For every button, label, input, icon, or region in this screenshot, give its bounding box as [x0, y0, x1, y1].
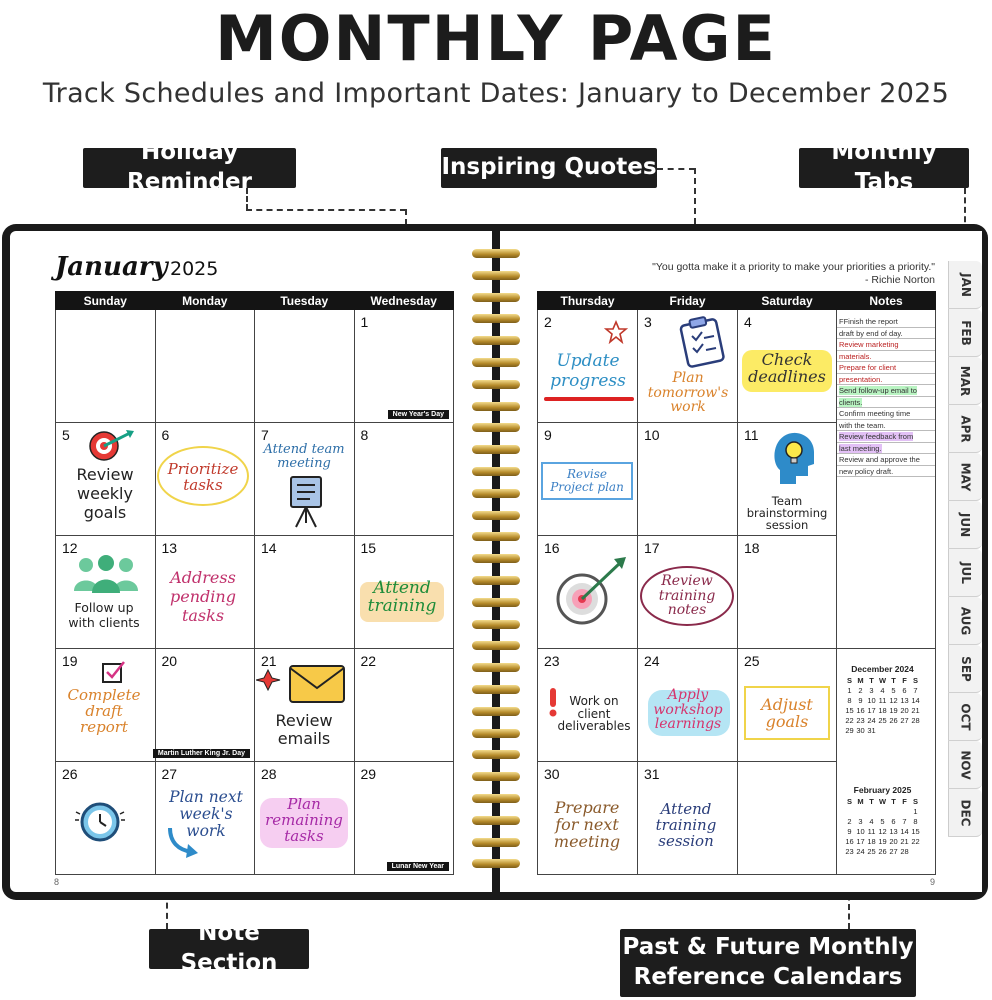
reference-callout-line2: Reference Calendars — [633, 964, 903, 990]
tab-apr[interactable]: APR — [948, 405, 982, 453]
binding-coil — [472, 554, 520, 563]
mini-calendar-title: December 2024 — [851, 664, 914, 674]
leader-holiday-v1 — [246, 188, 248, 210]
day-number: 6 — [161, 427, 170, 443]
note-review-weekly-goals: Review weekly goals — [76, 465, 134, 523]
mini-day: 16 — [856, 705, 865, 715]
day-cell-8[interactable] — [354, 423, 454, 536]
note-update-progress: Update progress — [550, 351, 626, 391]
mini-day: 9 — [858, 695, 863, 705]
mini-day: 3 — [858, 816, 863, 826]
headline: MONTHLY PAGE — [215, 2, 777, 75]
mini-dow: F — [902, 797, 907, 806]
day-cell-empty[interactable] — [56, 310, 156, 423]
binding-coil — [472, 663, 520, 672]
dow-saturday: Saturday — [738, 292, 837, 310]
envelope-icon — [256, 662, 348, 708]
mini-day: 24 — [856, 846, 865, 856]
note-plan-remaining-tasks: Plan remaining tasks — [265, 795, 343, 845]
mini-day: 11 — [867, 826, 876, 836]
note-review-training-notes: Review training notes — [658, 573, 716, 619]
day-number: 13 — [161, 540, 178, 556]
binding-coil — [472, 467, 520, 476]
note-review-emails: Review emails — [275, 711, 333, 749]
mini-calendar-december — [844, 664, 921, 735]
day-number: 2 — [544, 314, 552, 330]
day-cell-empty[interactable] — [738, 762, 837, 875]
mini-day: 13 — [900, 695, 909, 705]
inspiring-quote — [540, 261, 935, 287]
mini-day: 5 — [891, 685, 896, 695]
mini-day: 16 — [845, 836, 854, 846]
tab-dec[interactable]: DEC — [948, 789, 982, 837]
day-cell-empty[interactable] — [255, 310, 355, 423]
mini-day: 14 — [900, 826, 909, 836]
mini-day: 20 — [889, 836, 898, 846]
day-number: 4 — [744, 314, 752, 330]
binding-coil — [472, 620, 520, 629]
note-attend-training-session: Attend training session — [655, 800, 717, 850]
notes-line: clients. — [837, 397, 935, 409]
mini-dow: M — [857, 797, 864, 806]
mini-day: 31 — [867, 725, 876, 735]
binding-coil — [472, 402, 520, 411]
binding-coil — [472, 707, 520, 716]
mini-dow: T — [869, 676, 874, 685]
binding-coil — [472, 489, 520, 498]
mini-dow: S — [912, 797, 918, 806]
mini-dow: F — [902, 676, 907, 685]
day-number: 17 — [644, 540, 660, 556]
note-apply-workshop: Apply workshop learnings — [653, 687, 723, 733]
binding-coil — [472, 445, 520, 454]
mini-day: 27 — [900, 715, 909, 725]
day-number: 25 — [744, 653, 760, 669]
mini-day: 8 — [847, 695, 852, 705]
mini-day: 26 — [889, 715, 898, 725]
page-number-right: 9 — [930, 877, 936, 887]
mini-day: 12 — [889, 695, 898, 705]
month-year: 2025 — [170, 258, 219, 280]
mini-day — [877, 725, 888, 735]
mini-calendar-title: February 2025 — [853, 785, 912, 795]
mini-dow: T — [891, 676, 896, 685]
underline-red — [544, 397, 634, 401]
dow-monday: Monday — [155, 292, 255, 310]
tab-aug[interactable]: AUG — [948, 597, 982, 645]
day-number: 15 — [360, 540, 377, 556]
binding-coil — [472, 532, 520, 541]
day-number: 26 — [62, 766, 78, 782]
people-group-icon — [70, 553, 142, 595]
mini-day: 9 — [847, 826, 852, 836]
mini-day: 3 — [869, 685, 874, 695]
reference-callout-line1: Past & Future Monthly — [622, 934, 914, 961]
mini-day: 22 — [911, 836, 920, 846]
day-cell-29[interactable] — [354, 762, 454, 875]
mini-calendar-grid — [844, 797, 921, 856]
holiday-label: New Year's Day — [388, 410, 449, 419]
mini-day — [910, 725, 921, 735]
mini-day: 26 — [878, 846, 887, 856]
tab-jun[interactable]: JUN — [948, 501, 982, 549]
mini-day — [888, 725, 899, 735]
dow-thursday: Thursday — [538, 292, 638, 310]
notes-line: new policy draft. — [837, 466, 935, 478]
day-cell-1[interactable] — [354, 310, 454, 423]
mini-day — [888, 806, 899, 816]
tab-jul[interactable]: JUL — [948, 549, 982, 597]
day-number: 20 — [161, 653, 178, 669]
mini-day: 10 — [867, 695, 876, 705]
notes-line: Review and approve the — [837, 454, 935, 466]
day-number: 12 — [62, 540, 78, 556]
dow-friday: Friday — [638, 292, 738, 310]
notes-line: presentation. — [837, 374, 935, 386]
binding-coil — [472, 380, 520, 389]
mini-dow: S — [912, 676, 918, 685]
notes-line: Confirm meeting time — [837, 408, 935, 420]
mini-day: 12 — [878, 826, 887, 836]
binding-coil — [472, 576, 520, 585]
binding-coil — [472, 859, 520, 868]
note-revise-project-plan: Revise Project plan — [550, 467, 624, 494]
day-cell-18[interactable] — [738, 536, 837, 649]
dow-tuesday: Tuesday — [255, 292, 355, 310]
mini-day: 20 — [900, 705, 909, 715]
dow-wednesday: Wednesday — [354, 292, 454, 310]
mini-day: 19 — [878, 836, 887, 846]
day-number: 22 — [360, 653, 377, 669]
notes-line: with the team. — [837, 420, 935, 432]
mini-day: 29 — [845, 725, 854, 735]
mini-calendar-february — [844, 785, 921, 856]
day-number: 10 — [644, 427, 660, 443]
mini-day: 23 — [845, 846, 854, 856]
checkbox-icon — [100, 658, 126, 684]
mini-day: 8 — [913, 816, 918, 826]
binding-coil — [472, 838, 520, 847]
mini-day: 28 — [900, 846, 909, 856]
mini-day — [899, 806, 910, 816]
presentation-board-icon — [288, 475, 324, 529]
notes-section[interactable] — [837, 310, 936, 649]
binding-coil — [472, 358, 520, 367]
mini-calendar-grid — [844, 676, 921, 735]
note-plan-next-week: Plan next week's work — [169, 788, 243, 841]
mini-day — [866, 806, 877, 816]
binding-coil — [472, 685, 520, 694]
note-plan-tomorrow: Plan tomorrow's work — [647, 370, 729, 416]
star-doodle-icon — [604, 320, 628, 344]
binding-coil — [472, 336, 520, 345]
note-work-on-deliverables: Work on client deliverables — [557, 694, 631, 734]
brain-lightbulb-icon — [770, 430, 816, 486]
day-number: 21 — [261, 653, 277, 669]
day-cell-22[interactable] — [354, 649, 454, 762]
binding-coil — [472, 641, 520, 650]
mini-dow: W — [878, 676, 887, 685]
note-prioritize-tasks: Prioritize tasks — [167, 460, 239, 494]
notes-line: last meeting. — [837, 443, 935, 455]
holiday-reminder-callout: Holiday Reminder — [83, 148, 296, 188]
mini-day: 23 — [856, 715, 865, 725]
binding-coil — [472, 423, 520, 432]
day-number: 31 — [644, 766, 660, 782]
mini-day: 14 — [911, 695, 920, 705]
month-title: January — [55, 252, 168, 282]
note-prepare-next-meeting: Prepare for next meeting — [553, 798, 621, 851]
mini-day: 19 — [889, 705, 898, 715]
mini-day: 28 — [911, 715, 920, 725]
dow-sunday: Sunday — [56, 292, 156, 310]
page-number-left: 8 — [54, 877, 60, 887]
binding-coil — [472, 816, 520, 825]
mini-dow: S — [846, 797, 852, 806]
clock-icon — [73, 798, 127, 846]
clipboard-icon — [676, 316, 728, 368]
mini-day: 13 — [889, 826, 898, 836]
mini-day — [899, 725, 910, 735]
binding-coil — [472, 249, 520, 258]
note-attend-team-meeting: Attend team meeting — [263, 442, 345, 471]
mini-day: 18 — [867, 836, 876, 846]
day-cell-14[interactable] — [255, 536, 355, 649]
mini-day — [844, 806, 855, 816]
mini-day: 7 — [902, 816, 907, 826]
mini-day: 17 — [867, 705, 876, 715]
inspiring-quotes-callout: Inspiring Quotes — [441, 148, 657, 188]
mini-day: 11 — [878, 695, 887, 705]
mini-day: 4 — [869, 816, 874, 826]
day-number: 11 — [744, 427, 759, 443]
day-number: 19 — [62, 653, 78, 669]
binding-coil — [472, 293, 520, 302]
mini-day: 1 — [847, 685, 852, 695]
notes-line: draft by end of day. — [837, 328, 935, 340]
day-number: 24 — [644, 653, 660, 669]
mini-day: 1 — [913, 806, 918, 816]
note-section-callout: Note Section — [149, 929, 309, 969]
mini-day: 25 — [878, 715, 887, 725]
mini-day: 2 — [847, 816, 852, 826]
mini-day: 24 — [867, 715, 876, 725]
binding-coil — [472, 598, 520, 607]
holiday-label: Martin Luther King Jr. Day — [153, 749, 250, 758]
tab-sep[interactable]: SEP — [948, 645, 982, 693]
binding-coil — [472, 772, 520, 781]
notes-line: Review marketing — [837, 339, 935, 351]
mini-day: 5 — [880, 816, 885, 826]
mini-day: 6 — [891, 816, 896, 826]
binding-coil — [472, 314, 520, 323]
note-attend-training: Attend training — [367, 578, 437, 616]
day-number: 5 — [62, 427, 70, 443]
tab-mar[interactable]: MAR — [948, 357, 982, 405]
reference-calendars-callout — [620, 929, 916, 997]
day-cell-empty[interactable] — [155, 310, 255, 423]
mini-day: 25 — [867, 846, 876, 856]
quote-author: - Richie Norton — [864, 274, 935, 287]
note-adjust-goals: Adjust goals — [761, 695, 813, 731]
notes-line: FFinish the report — [837, 316, 935, 328]
month-tabs — [948, 231, 982, 892]
mini-day: 10 — [856, 826, 865, 836]
day-number: 29 — [360, 766, 377, 782]
notes-line: Send follow-up email to — [837, 385, 935, 397]
note-follow-up-clients: Follow up with clients — [68, 600, 140, 630]
tab-may[interactable]: MAY — [948, 453, 982, 501]
mini-day: 21 — [911, 705, 920, 715]
day-number: 7 — [261, 427, 269, 443]
mini-day — [910, 846, 921, 856]
mini-dow: T — [869, 797, 874, 806]
day-number: 18 — [744, 540, 760, 556]
binding-coil — [472, 750, 520, 759]
mini-day — [877, 806, 888, 816]
mini-day — [855, 806, 866, 816]
holiday-label: Lunar New Year — [387, 862, 449, 871]
day-number: 8 — [360, 427, 369, 443]
mini-dow: S — [846, 676, 852, 685]
day-number: 27 — [161, 766, 178, 782]
tab-jan[interactable]: JAN — [948, 261, 982, 309]
leader-quotes-h — [657, 168, 695, 170]
mini-day: 21 — [900, 836, 909, 846]
day-number: 16 — [544, 540, 560, 556]
tab-feb[interactable]: FEB — [948, 309, 982, 357]
day-number: 14 — [261, 540, 277, 556]
leader-holiday-h — [246, 209, 406, 211]
mini-dow: T — [891, 797, 896, 806]
day-number: 30 — [544, 766, 560, 782]
note-address-pending-tasks: Address pending tasks — [170, 568, 236, 626]
mini-day: 22 — [845, 715, 854, 725]
mini-dow: W — [878, 797, 887, 806]
note-team-brainstorming: Team brainstorming session — [746, 494, 828, 533]
day-number: 1 — [360, 314, 369, 330]
curved-arrow-icon — [166, 826, 202, 862]
monthly-tabs-callout: Monthly Tabs — [799, 148, 969, 188]
mini-day: 2 — [858, 685, 863, 695]
day-number: 9 — [544, 427, 552, 443]
binding-coil — [472, 271, 520, 280]
notes-line: Prepare for client — [837, 362, 935, 374]
mini-dow: M — [857, 676, 864, 685]
mini-day: 4 — [880, 685, 885, 695]
mini-day: 30 — [856, 725, 865, 735]
note-check-deadlines: Check deadlines — [748, 350, 826, 386]
mini-day: 18 — [878, 705, 887, 715]
day-number: 23 — [544, 653, 560, 669]
note-complete-draft-report: Complete draft report — [67, 686, 141, 736]
quote-text: "You gotta make it a priority to make your priorities a priority." — [652, 261, 935, 273]
binding-coil — [472, 729, 520, 738]
mini-day: 6 — [902, 685, 907, 695]
subheadline: Track Schedules and Important Dates: January to December 2025 — [42, 78, 950, 109]
mini-day: 15 — [911, 826, 920, 836]
mini-day: 27 — [889, 846, 898, 856]
tab-nov[interactable]: NOV — [948, 741, 982, 789]
dartboard-icon — [550, 555, 630, 625]
mini-day: 15 — [845, 705, 854, 715]
day-number: 28 — [261, 766, 277, 782]
notes-line: materials. — [837, 351, 935, 363]
day-number: 3 — [644, 314, 652, 330]
mini-day: 17 — [856, 836, 865, 846]
mini-day: 7 — [913, 685, 918, 695]
notes-line: Review feedback from — [837, 431, 935, 443]
binding-coil — [472, 511, 520, 520]
notes-header: Notes — [837, 292, 936, 310]
tab-oct[interactable]: OCT — [948, 693, 982, 741]
day-cell-10[interactable] — [638, 423, 738, 536]
binding-coil — [472, 794, 520, 803]
target-arrow-icon — [86, 428, 136, 462]
day-cell-20[interactable] — [155, 649, 255, 762]
notes-lines — [837, 310, 935, 477]
